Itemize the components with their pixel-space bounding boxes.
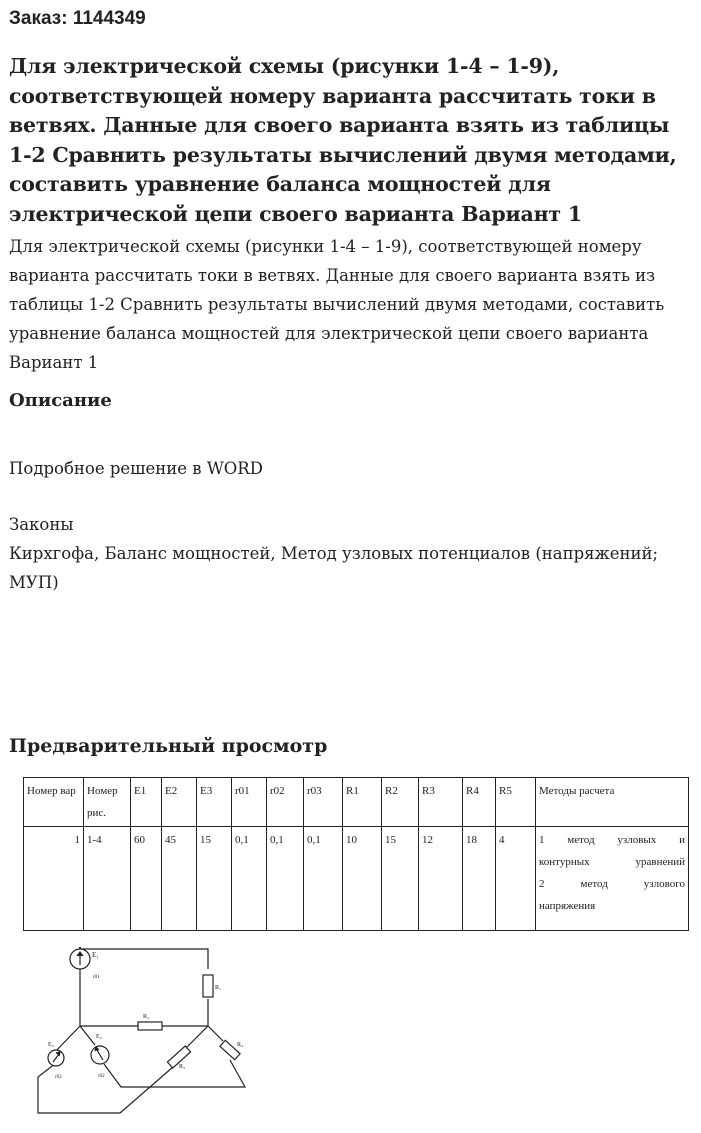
methods-cell bbox=[536, 827, 689, 931]
methods-line: напряжения bbox=[539, 900, 596, 912]
table-header-cell: R1 bbox=[343, 778, 382, 827]
table-header-cell: R4 bbox=[463, 778, 496, 827]
wire-r4-branch bbox=[208, 1026, 223, 1041]
r01-label: r01 bbox=[93, 975, 100, 980]
table-header-cell: R3 bbox=[419, 778, 463, 827]
circuit-diagram bbox=[35, 937, 285, 1122]
table-cell: 18 bbox=[463, 827, 496, 931]
r2-resistor bbox=[138, 1022, 162, 1030]
methods-line: контурных уравнений bbox=[539, 856, 685, 868]
r02-label: r02 bbox=[98, 1074, 105, 1079]
table-header-cell: r02 bbox=[267, 778, 304, 827]
e1-label: E₁ bbox=[92, 951, 99, 959]
table-header-cell: Методы расчета bbox=[536, 778, 689, 827]
r3-label: R₃ bbox=[179, 1064, 186, 1070]
table-cell: 60 bbox=[131, 827, 162, 931]
table-header-cell: E2 bbox=[162, 778, 197, 827]
laws-block bbox=[9, 510, 695, 597]
table-cell: 4 bbox=[496, 827, 536, 931]
r03-label: r03 bbox=[55, 1075, 62, 1080]
table-header-cell: E3 bbox=[197, 778, 232, 827]
table-cell: 15 bbox=[197, 827, 232, 931]
parameters-table bbox=[23, 777, 689, 931]
table-header-cell: R2 bbox=[382, 778, 419, 827]
table-cell: 12 bbox=[419, 827, 463, 931]
table-header-cell: R5 bbox=[496, 778, 536, 827]
table-cell: 0,1 bbox=[232, 827, 267, 931]
table-header-row bbox=[24, 778, 689, 827]
r1-resistor bbox=[203, 975, 213, 997]
table-cell: 10 bbox=[343, 827, 382, 931]
table-cell: 1-4 bbox=[84, 827, 131, 931]
table-header-cell: r01 bbox=[232, 778, 267, 827]
table-header-cell: r03 bbox=[304, 778, 343, 827]
table-cell: 45 bbox=[162, 827, 197, 931]
solution-note: Подробное решение в WORD bbox=[9, 459, 263, 478]
table-cell: 0,1 bbox=[304, 827, 343, 931]
order-number: Заказ: 1144349 bbox=[9, 8, 146, 29]
r1-label: R₁ bbox=[215, 985, 222, 991]
e2-label: E₂ bbox=[96, 1034, 102, 1040]
methods-line: 2 метод узлового bbox=[539, 878, 685, 890]
methods-line: 1 метод узловых и bbox=[539, 834, 685, 846]
table-cell: 1 bbox=[24, 827, 84, 931]
wire-r3-branch bbox=[185, 1026, 208, 1049]
preview-heading: Предварительный просмотр bbox=[9, 735, 328, 757]
description-heading: Описание bbox=[9, 390, 112, 411]
lead-text: Для электрической схемы (рисунки 1-4 – 1-9), соответствующей номеру варианта рассчитать токи в ветвях. Данные для своего варианта взять из таблицы 1-2 Сравнить результаты вычислений двумя методами, составить уравнение баланса мощностей для электрической цепи своего варианта Вариант 1 bbox=[9, 237, 665, 372]
table-cell: 15 bbox=[382, 827, 419, 931]
r2-label: R₂ bbox=[143, 1014, 150, 1020]
table-row bbox=[24, 827, 689, 931]
e3-label: E₃ bbox=[48, 1042, 54, 1048]
wire-left-diagonal bbox=[38, 1026, 173, 1113]
table-cell: 0,1 bbox=[267, 827, 304, 931]
wire-top bbox=[80, 949, 208, 969]
table-header-cell: Номер вар bbox=[24, 778, 84, 827]
r4-label: R₄ bbox=[237, 1042, 244, 1048]
laws-label: Законы bbox=[9, 515, 74, 534]
page-title: Для электрической схемы (рисунки 1-4 – 1-9), соответствующей номеру варианта рассчитать токи в ветвях. Данные для своего варианта взять из таблицы 1-2 Сравнить результаты вычислений двумя методами, составить уравнение баланса мощностей для электрической цепи своего варианта Вариант 1 bbox=[9, 54, 677, 226]
table-header-cell: E1 bbox=[131, 778, 162, 827]
table-header-cell: Номер рис. bbox=[84, 778, 131, 827]
laws-text: Кирхгофа, Баланс мощностей, Метод узловых потенциалов (напряжений; МУП) bbox=[9, 544, 659, 592]
